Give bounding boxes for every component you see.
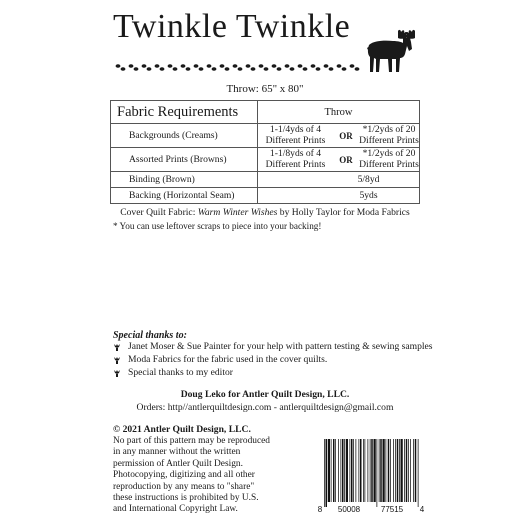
thanks-heading: Special thanks to: bbox=[113, 330, 187, 341]
or-label: OR bbox=[333, 124, 359, 148]
barcode-bar bbox=[390, 439, 391, 502]
copyright-line: and International Copyright Law. bbox=[113, 504, 238, 515]
row-label: Binding (Brown) bbox=[111, 172, 258, 188]
barcode-digit: 4 bbox=[419, 505, 425, 514]
designer-credit: Doug Leko for Antler Quilt Design, LLC. bbox=[180, 389, 350, 400]
antler-bullet-icon bbox=[113, 343, 121, 351]
option-line: 1-1/8yds of 4 bbox=[269, 148, 322, 159]
barcode-bar bbox=[353, 439, 354, 502]
barcode-bar bbox=[331, 439, 332, 502]
option-cell bbox=[359, 148, 420, 172]
option-line: Different Prints bbox=[359, 134, 419, 146]
barcode-bar bbox=[368, 439, 369, 502]
option-cell bbox=[258, 148, 334, 172]
fabric-line-name: Warm Winter Wishes bbox=[197, 207, 278, 218]
barcode-bar bbox=[408, 439, 409, 502]
barcode-bar bbox=[418, 439, 419, 507]
thanks-item bbox=[113, 341, 433, 352]
cover-note-prefix: Cover Quilt Fabric: bbox=[120, 207, 198, 218]
cover-note-suffix: by Holly Taylor for Moda Fabrics bbox=[277, 207, 410, 218]
barcode-bar bbox=[344, 439, 345, 502]
copyright-line: Photocopying, digitizing and all other bbox=[113, 470, 255, 481]
barcode-digit: 8 bbox=[317, 505, 323, 514]
copyright-notice bbox=[113, 436, 313, 516]
barcode-bar bbox=[379, 439, 380, 502]
barcode-bar bbox=[410, 439, 411, 502]
row-label: Backing (Horizontal Seam) bbox=[111, 188, 258, 204]
scrap-note: * You can use leftover scraps to piece into your backing! bbox=[113, 221, 322, 231]
barcode-bar bbox=[374, 439, 376, 502]
row-value: 5yds bbox=[258, 188, 420, 204]
barcode-bar bbox=[397, 439, 399, 502]
moose-icon bbox=[365, 28, 420, 74]
barcode-bar bbox=[326, 439, 328, 507]
row-label: Assorted Prints (Browns) bbox=[111, 148, 258, 172]
copyright-line: in any manner without the written bbox=[113, 447, 241, 458]
barcode-bar bbox=[370, 439, 371, 502]
barcode-bar bbox=[406, 439, 408, 502]
barcode-bar bbox=[386, 439, 387, 502]
option-line: *1/2yds of 20 bbox=[362, 124, 416, 135]
barcode-bar bbox=[363, 439, 364, 502]
pattern-title: Twinkle Twinkle bbox=[113, 8, 351, 45]
copyright-line: No part of this pattern may be reproduced bbox=[113, 436, 270, 446]
barcode-bar bbox=[328, 439, 330, 502]
table-row bbox=[111, 148, 420, 172]
thanks-text: Moda Fabrics for the fabric used in the cover quilts. bbox=[128, 354, 328, 365]
orders-contact: Orders: http//antlerquiltdesign.com - antlerquiltdesign@gmail.com bbox=[136, 402, 394, 413]
row-label: Backgrounds (Creams) bbox=[111, 124, 258, 148]
or-label: OR bbox=[333, 148, 359, 172]
row-value: 5/8yd bbox=[258, 172, 420, 188]
table-heading: Fabric Requirements bbox=[111, 101, 258, 124]
thanks-text: Janet Moser & Sue Painter for your help with pattern testing & sewing samples bbox=[128, 341, 433, 352]
table-row bbox=[111, 188, 420, 204]
barcode-bar bbox=[351, 439, 353, 502]
barcode-bar bbox=[393, 439, 394, 502]
upc-barcode bbox=[317, 439, 425, 514]
cover-fabric-note bbox=[110, 207, 420, 218]
barcode-digits-left: 50008 bbox=[337, 505, 361, 514]
quilt-size: Throw: 65" x 80" bbox=[226, 83, 304, 95]
table-row bbox=[111, 124, 420, 148]
barcode-bar bbox=[395, 439, 396, 502]
thanks-text: Special thanks to my editor bbox=[128, 367, 233, 378]
barcode-bar bbox=[383, 439, 385, 502]
barcode-bar bbox=[356, 439, 357, 502]
barcode-bar bbox=[335, 439, 336, 502]
barcode-bar bbox=[380, 439, 382, 502]
barcode-bar bbox=[324, 439, 325, 507]
barcode-bar bbox=[371, 439, 373, 502]
barcode-bar bbox=[401, 439, 403, 502]
copyright-line: permission of Antler Quilt Design. bbox=[113, 458, 243, 469]
option-line: Different Prints bbox=[265, 158, 326, 170]
thanks-item bbox=[113, 354, 327, 365]
table-row bbox=[111, 172, 420, 188]
barcode-bar bbox=[365, 439, 366, 502]
option-cell bbox=[258, 124, 334, 148]
copyright-line: reproduction by any means to "share" bbox=[113, 481, 255, 492]
option-line: *1/2yds of 20 bbox=[362, 148, 416, 159]
barcode-bar bbox=[413, 439, 414, 502]
barcode-bar bbox=[404, 439, 405, 502]
barcode-bar bbox=[346, 439, 348, 502]
copyright-line: these instructions is prohibited by U.S. bbox=[113, 493, 259, 504]
barcode-bar bbox=[377, 439, 378, 507]
copyright-heading: © 2021 Antler Quilt Design, LLC. bbox=[113, 424, 251, 435]
barcode-bar bbox=[341, 439, 342, 502]
option-line: 1-1/4yds of 4 bbox=[269, 124, 322, 135]
barcode-bar bbox=[415, 439, 417, 502]
table-header-row bbox=[111, 101, 420, 124]
barcode-bar bbox=[360, 439, 362, 502]
column-header: Throw bbox=[258, 101, 420, 124]
barcode-bar bbox=[359, 439, 360, 502]
barcode-bar bbox=[342, 439, 344, 502]
option-line: Different Prints bbox=[359, 158, 419, 170]
barcode-digits-right: 77515 bbox=[380, 505, 404, 514]
thanks-item bbox=[113, 367, 233, 378]
option-cell bbox=[359, 124, 420, 148]
barcode-bar bbox=[388, 439, 390, 502]
option-line: Different Prints bbox=[265, 134, 326, 146]
barcode-bar bbox=[338, 439, 339, 502]
barcode-bar bbox=[399, 439, 400, 502]
barcode-bar bbox=[350, 439, 351, 502]
fabric-requirements-table bbox=[110, 100, 420, 204]
barcode-bar bbox=[333, 439, 335, 502]
animal-tracks-decoration bbox=[115, 62, 365, 74]
antler-bullet-icon bbox=[113, 369, 121, 377]
antler-bullet-icon bbox=[113, 356, 121, 364]
